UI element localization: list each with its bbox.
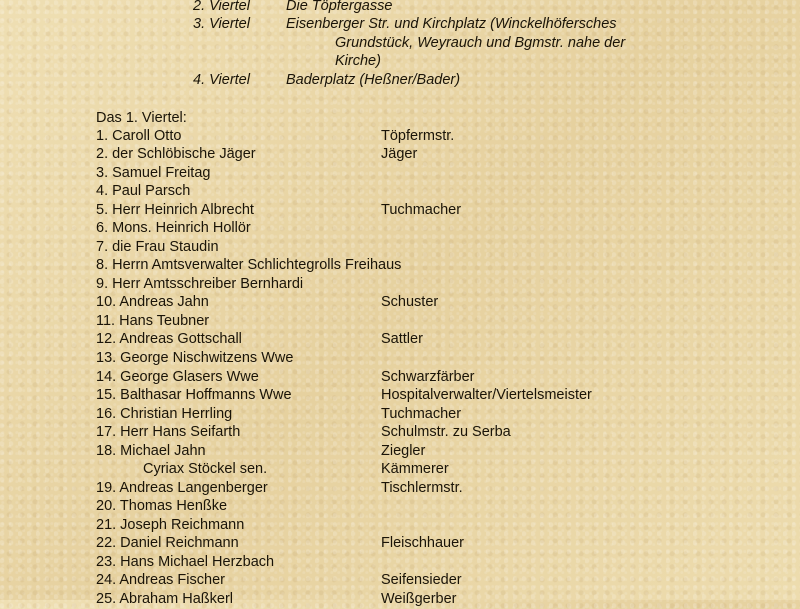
entry-name: 14. George Glasers Wwe xyxy=(96,369,259,385)
entry-role: Schuster xyxy=(381,294,439,310)
entry-role: Fleischhauer xyxy=(381,535,465,551)
intro-text: Kirche) xyxy=(335,53,381,69)
intro-text: Grundstück, Weyrauch und Bgmstr. nahe der xyxy=(335,35,626,51)
entry-role: Ziegler xyxy=(381,443,426,459)
entry-name: 13. George Nischwitzens Wwe xyxy=(96,350,294,366)
entry-role: Tuchmacher xyxy=(381,202,462,218)
entry-role: Hospitalverwalter/Viertelsmeister xyxy=(381,387,592,403)
entry-name: 9. Herr Amtsschreiber Bernhardi xyxy=(96,276,304,292)
entry-name: 17. Herr Hans Seifarth xyxy=(96,424,241,440)
entry-name: 25. Abraham Haßkerl xyxy=(96,591,234,607)
entry-name: 4. Paul Parsch xyxy=(96,183,191,199)
entry-role: Töpfermstr. xyxy=(381,128,455,144)
entry-name: 22. Daniel Reichmann xyxy=(96,535,239,551)
intro-label: 2. Viertel xyxy=(193,0,250,14)
entry-name: 20. Thomas Henßke xyxy=(96,498,228,514)
entry-role: Tuchmacher xyxy=(381,406,462,422)
entry-name: 12. Andreas Gottschall xyxy=(96,331,242,347)
entry-role: Seifensieder xyxy=(381,572,462,588)
entry-name: 18. Michael Jahn xyxy=(96,443,206,459)
entry-role: Tischlermstr. xyxy=(381,480,463,496)
entry-name: 2. der Schlöbische Jäger xyxy=(96,146,256,162)
entry-name: Cyriax Stöckel sen. xyxy=(143,461,268,477)
entry-name: 15. Balthasar Hoffmanns Wwe xyxy=(96,387,292,403)
entry-name: 11. Hans Teubner xyxy=(96,313,210,329)
entry-name: 8. Herrn Amtsverwalter Schlichtegrolls Freihaus xyxy=(96,257,402,273)
intro-text: Baderplatz (Heßner/Bader) xyxy=(286,72,461,88)
intro-text: Die Töpfergasse xyxy=(286,0,393,14)
entry-role: Weißgerber xyxy=(381,591,457,607)
intro-text: Eisenberger Str. und Kirchplatz (Winckelhöfersches xyxy=(286,16,617,32)
entry-role: Kämmerer xyxy=(381,461,449,477)
entry-role: Jäger xyxy=(381,146,418,162)
section-heading: Das 1. Viertel: xyxy=(96,110,187,126)
intro-label: 3. Viertel xyxy=(193,16,250,32)
entry-name: 7. die Frau Staudin xyxy=(96,239,219,255)
intro-label: 4. Viertel xyxy=(193,72,250,88)
entry-name: 16. Christian Herrling xyxy=(96,406,233,422)
entry-name: 21. Joseph Reichmann xyxy=(96,517,245,533)
entry-role: Schwarzfärber xyxy=(381,369,475,385)
entry-name: 5. Herr Heinrich Albrecht xyxy=(96,202,254,218)
entry-role: Schulmstr. zu Serba xyxy=(381,424,511,440)
entry-name: 3. Samuel Freitag xyxy=(96,165,211,181)
entry-name: 19. Andreas Langenberger xyxy=(96,480,268,496)
entry-name: 6. Mons. Heinrich Hollör xyxy=(96,220,251,236)
entry-role: Sattler xyxy=(381,331,423,347)
entry-name: 10. Andreas Jahn xyxy=(96,294,209,310)
entry-name: 24. Andreas Fischer xyxy=(96,572,225,588)
entry-name: 1. Caroll Otto xyxy=(96,128,182,144)
entry-name: 23. Hans Michael Herzbach xyxy=(96,554,275,570)
